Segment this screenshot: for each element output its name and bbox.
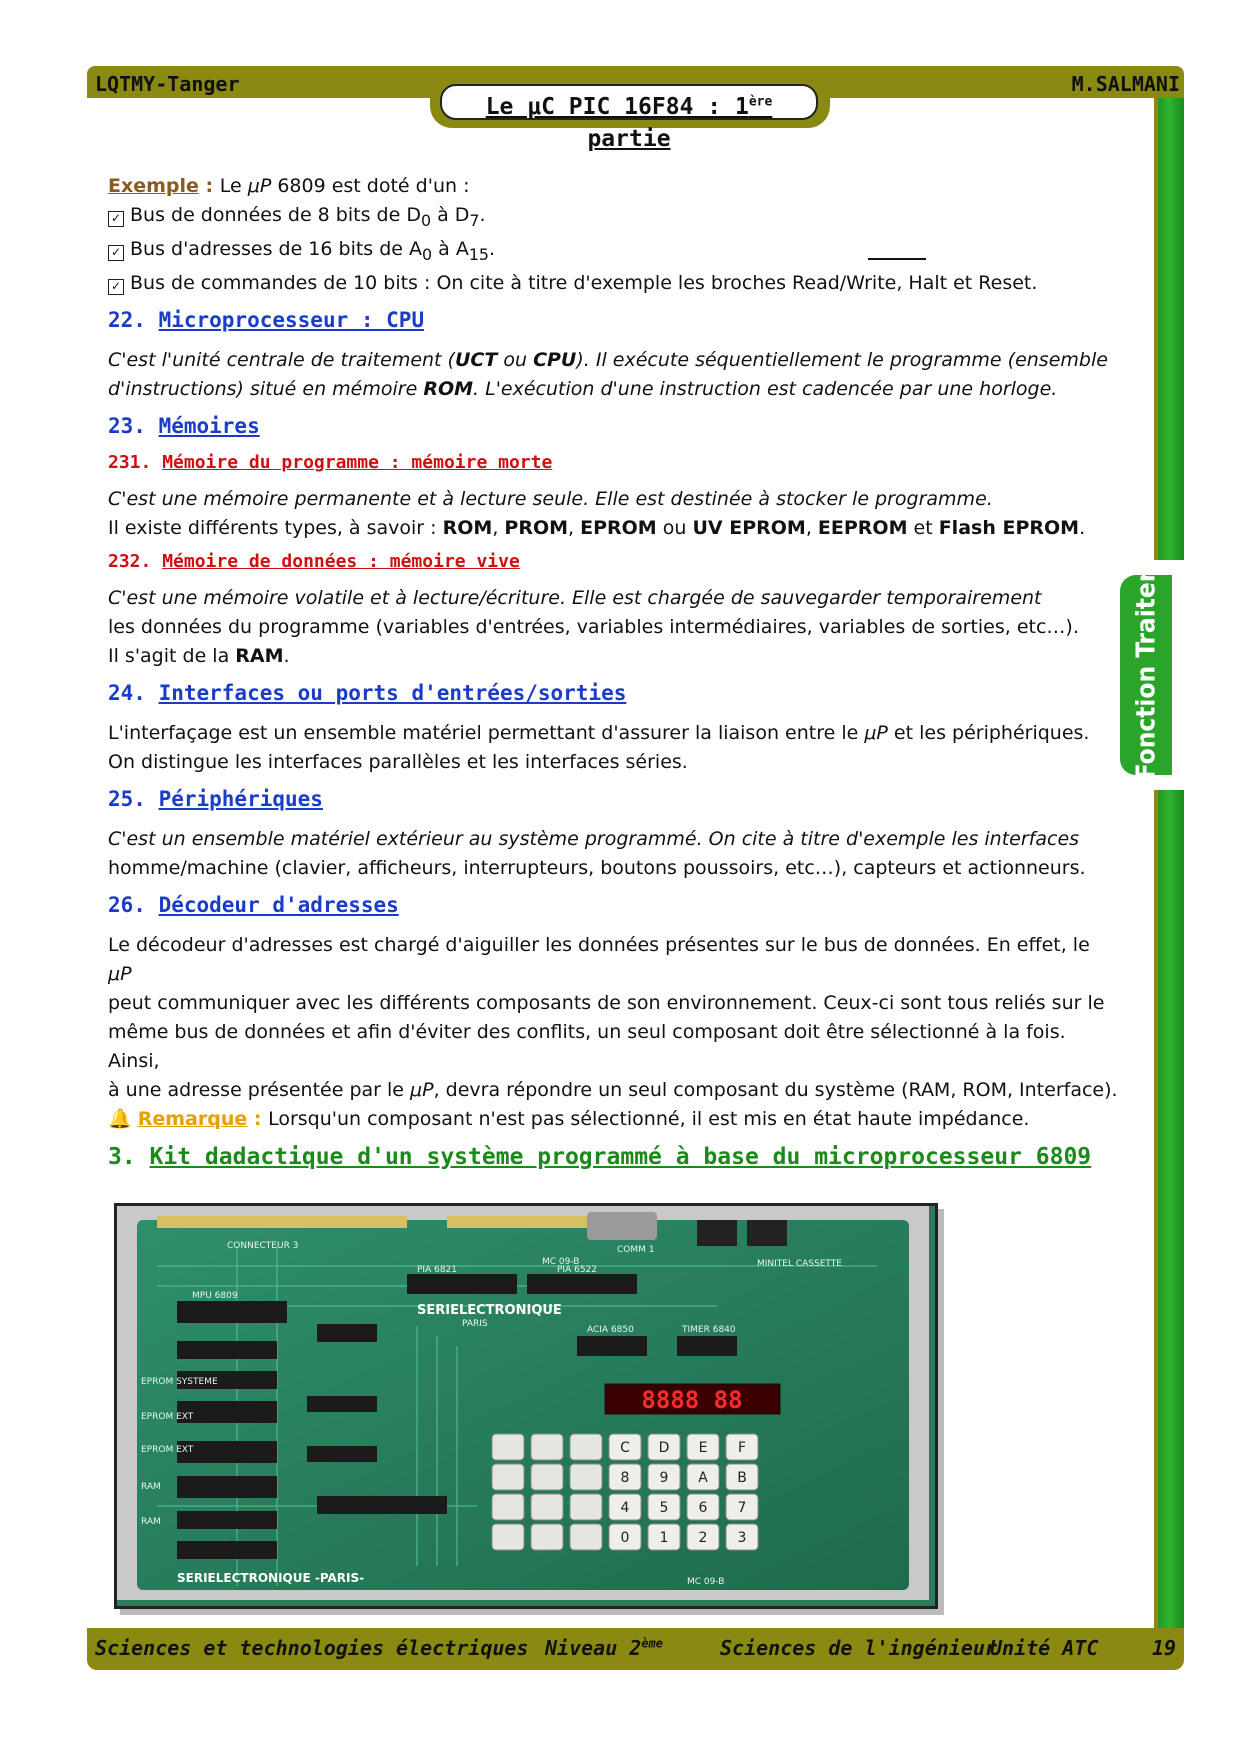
keypad-function-key	[570, 1524, 602, 1550]
svg-text:MC 09-B: MC 09-B	[687, 1577, 725, 1587]
paragraph-24-line1: L'interfaçage est un ensemble matériel permettant d'assurer la liaison entre le μP et les périphériques.	[108, 721, 1090, 744]
example-intro: Exemple : Le μP 6809 est doté d'un :	[108, 175, 470, 197]
keypad-function-key	[492, 1464, 524, 1490]
keypad-key-label: F	[737, 1440, 747, 1456]
kit-board-illustration	[117, 1206, 929, 1600]
keypad-key-label: 0	[620, 1530, 630, 1546]
svg-text:RAM: RAM	[141, 1517, 161, 1527]
example-item: ✓ Bus de commandes de 10 bits : On cite à titre d'exemple les broches Read/Write, Halt et Reset.	[108, 269, 1118, 298]
footer-subject: Sciences de l'ingénieur	[720, 1636, 997, 1660]
paragraph-231-line1: C'est une mémoire permanente et à lecture seule. Elle est destinée à stocker le programme.	[108, 487, 993, 510]
side-band	[1154, 98, 1184, 1658]
paragraph-25-line1: C'est un ensemble matériel extérieur au système programmé. On cite à titre d'exemple les interfaces	[108, 827, 1080, 850]
keypad-key-label: 1	[659, 1530, 669, 1546]
chip-timer	[677, 1336, 737, 1356]
svg-text:SERIELECTRONIQUE -PARIS-: SERIELECTRONIQUE -PARIS-	[177, 1571, 365, 1585]
paragraph-26-line1: Le décodeur d'adresses est chargé d'aiguiller les données présentes sur le bus de données. En effet, le μP	[108, 933, 1090, 985]
keypad-key-label: A	[698, 1470, 708, 1486]
edge-connector	[157, 1216, 407, 1228]
bell-icon: 🔔	[108, 1107, 132, 1130]
paragraph-26-line2: peut communiquer avec les différents composants de son environnement. Ceux-ci sont tous reliés sur le	[108, 991, 1105, 1014]
svg-text:SERIELECTRONIQUE: SERIELECTRONIQUE	[417, 1303, 562, 1318]
svg-text:MC 09-B: MC 09-B	[542, 1257, 580, 1267]
checkbox-icon: ✓	[108, 245, 124, 261]
keypad-key-label: 5	[659, 1500, 669, 1516]
keypad-key-label: 9	[659, 1470, 669, 1486]
keypad-key-label: 3	[737, 1530, 747, 1546]
keypad-function-key	[492, 1524, 524, 1550]
svg-text:MPU 6809: MPU 6809	[192, 1291, 238, 1301]
keypad-key-label: 8	[620, 1470, 630, 1486]
content	[108, 172, 1118, 1182]
keypad-function-key	[531, 1524, 563, 1550]
svg-text:MINITEL CASSETTE: MINITEL CASSETTE	[757, 1259, 842, 1269]
paragraph-232-line3: Il s'agit de la RAM.	[108, 644, 290, 667]
keypad-function-key	[492, 1494, 524, 1520]
example-item: ✓ Bus d'adresses de 16 bits de $A_0$ à $A_{15}$.	[108, 235, 1118, 269]
keypad-function-key	[531, 1464, 563, 1490]
keypad-function-key	[570, 1464, 602, 1490]
header-author: M.SALMANI	[1071, 72, 1180, 96]
keypad-key-label: 2	[698, 1530, 708, 1546]
overline-mark	[868, 258, 926, 260]
section-heading-23: 23. Mémoires	[108, 413, 260, 438]
paragraph-26-line4: à une adresse présentée par le μP, devra répondre un seul composant du système (RAM, ROM, Interface).	[108, 1078, 1118, 1101]
svg-text:PARIS: PARIS	[462, 1319, 488, 1329]
section-heading-3: 3. Kit dadactique d'un système programmé à base du microprocesseur 6809	[108, 1143, 1092, 1170]
remark: 🔔 Remarque : Lorsqu'un composant n'est pas sélectionné, il est mis en état haute impédance.	[108, 1107, 1030, 1130]
footer-field: Sciences et technologies électriques	[95, 1636, 529, 1660]
footer-level: Niveau 2ème	[545, 1636, 664, 1660]
svg-text:8888 88: 8888 88	[641, 1386, 743, 1414]
paragraph-22: C'est l'unité centrale de traitement (UCT ou CPU). Il exécute séquentiellement le programme (ensemble d'instructions) situé en mémoire ROM. L'exécution d'une instruction est cadencée par une horloge.	[108, 348, 1108, 400]
paragraph-24-line2: On distingue les interfaces parallèles et les interfaces séries.	[108, 750, 688, 773]
keypad-key-label: D	[658, 1440, 670, 1456]
keypad-key-label: C	[620, 1440, 630, 1456]
keypad-function-key	[492, 1434, 524, 1460]
side-tab-label-box	[1120, 570, 1172, 780]
side-frame	[1154, 98, 1158, 1658]
keypad-key-label: E	[698, 1440, 708, 1456]
svg-text:ACIA 6850: ACIA 6850	[587, 1325, 634, 1335]
paragraph-25-line2: homme/machine (clavier, afficheurs, interrupteurs, boutons poussoirs, etc…), capteurs et actionneurs.	[108, 856, 1086, 879]
checkbox-icon: ✓	[108, 279, 124, 295]
example-item: ✓ Bus de données de 8 bits de $D_0$ à $D_7$.	[108, 201, 1118, 235]
keypad-key-label: 4	[620, 1500, 630, 1516]
checkbox-icon: ✓	[108, 211, 124, 227]
paragraph-232-line2: les données du programme (variables d'entrées, variables intermédiaires, variables de sorties, etc…).	[108, 615, 1079, 638]
page-number: 19	[1152, 1636, 1177, 1660]
section-heading-24: 24. Interfaces ou ports d'entrées/sorties	[108, 680, 627, 705]
paragraph-26-line3: même bus de données et afin d'éviter des conflits, un seul composant doit être sélectionné à la fois. Ainsi,	[108, 1020, 1066, 1072]
svg-text:EPROM SYSTEME: EPROM SYSTEME	[141, 1377, 218, 1387]
page-title: Le μC PIC 16F84 : 1ère partie	[440, 84, 818, 120]
footer-unit: Unité ATC	[990, 1636, 1099, 1660]
svg-text:EPROM EXT: EPROM EXT	[141, 1412, 194, 1422]
svg-text:RAM: RAM	[141, 1482, 161, 1492]
section-heading-232: 232. Mémoire de données : mémoire vive	[108, 550, 520, 572]
kit-photo	[114, 1203, 938, 1609]
keypad-function-key	[570, 1434, 602, 1460]
svg-text:PIA 6522: PIA 6522	[557, 1265, 598, 1275]
keypad-function-key	[570, 1494, 602, 1520]
paragraph-231-line2: Il existe différents types, à savoir : ROM, PROM, EPROM ou UV EPROM, EEPROM et Flash EPROM.	[108, 516, 1086, 539]
chip-mpu	[177, 1301, 287, 1323]
chip-ram	[177, 1511, 277, 1529]
svg-text:COMM 1: COMM 1	[617, 1245, 655, 1255]
svg-text:PIA 6821: PIA 6821	[417, 1265, 458, 1275]
chip-pia-6522	[527, 1274, 637, 1294]
chip-acia	[577, 1336, 647, 1356]
keypad-key-label: B	[737, 1470, 747, 1486]
section-heading-26: 26. Décodeur d'adresses	[108, 892, 399, 917]
keypad-function-key	[531, 1434, 563, 1460]
svg-text:CONNECTEUR 3: CONNECTEUR 3	[227, 1241, 299, 1251]
svg-text:EPROM EXT: EPROM EXT	[141, 1445, 194, 1455]
chip-pia-6821	[407, 1274, 517, 1294]
section-heading-231: 231. Mémoire du programme : mémoire morte	[108, 451, 553, 473]
side-label: Fonction Traiter	[1131, 570, 1162, 780]
section-heading-25: 25. Périphériques	[108, 786, 323, 811]
paragraph-232-line1: C'est une mémoire volatile et à lecture/écriture. Elle est chargée de sauvegarder temporairement	[108, 586, 1042, 609]
header-school: LQTMY-Tanger	[95, 72, 240, 96]
section-heading-22: 22. Microprocesseur : CPU	[108, 307, 425, 332]
keypad-key-label: 7	[737, 1500, 747, 1516]
svg-text:TIMER 6840: TIMER 6840	[682, 1325, 736, 1335]
keypad-key-label: 6	[698, 1500, 708, 1516]
keypad-function-key	[531, 1494, 563, 1520]
db-connector	[587, 1212, 657, 1240]
